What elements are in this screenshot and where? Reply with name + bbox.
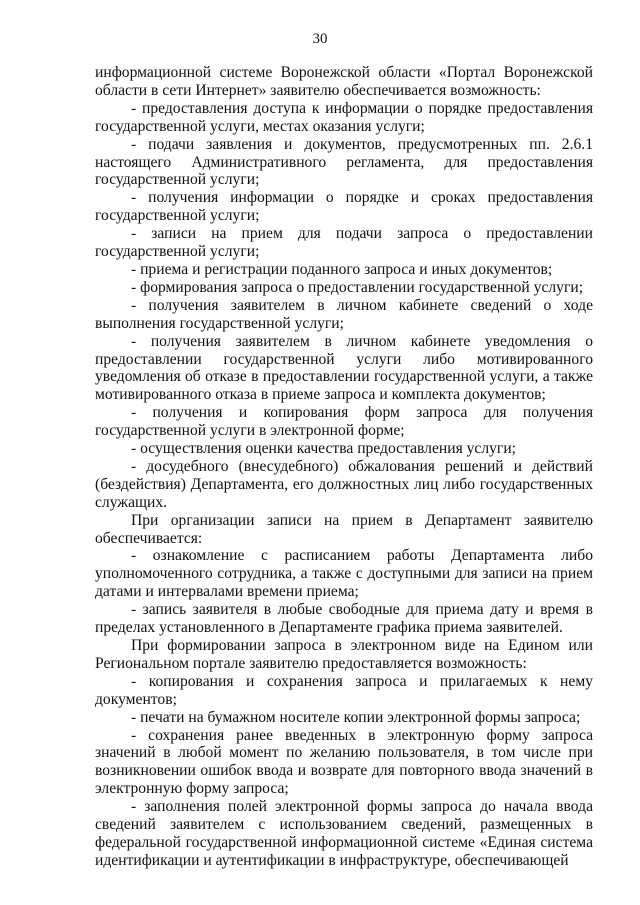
paragraph: - получения и копирования форм запроса для получения государственной услуги в электронной форме; [95, 404, 593, 440]
paragraph: - предоставления доступа к информации о порядке предоставления государственной услуги, местах оказания услуги; [95, 99, 593, 135]
paragraph: - сохранения ранее введенных в электронную форму запроса значений в любой момент по желанию пользователя, в том числе при возникновении ошибок ввода и возврате для повторного ввода значений в электронную форму запроса; [95, 726, 593, 798]
paragraph: - получения информации о порядке и сроках предоставления государственной услуги; [95, 189, 593, 225]
paragraph: - копирования и сохранения запроса и прилагаемых к нему документов; [95, 672, 593, 708]
paragraph: информационной системе Воронежской области «Портал Воронежской области в сети Интернет» заявителю обеспечивается возможность: [95, 64, 593, 99]
page-number: 30 [312, 31, 328, 47]
paragraph: - осуществления оценки качества предоставления услуги; [131, 440, 517, 458]
paragraph: - заполнения полей электронной формы запроса до начала ввода сведений заявителем с использованием сведений, размещенных в федеральной государственной информационной системе «Единая система идентификации и аутентификации в инфраструктуре, обеспечивающей [95, 798, 593, 869]
paragraph: При формировании запроса в электронном виде на Едином или Региональном портале заявителю предоставляется возможность: [95, 637, 593, 672]
paragraph: - печати на бумажном носителе копии электронной формы запроса; [131, 708, 581, 726]
paragraph: - получения заявителем в личном кабинете сведений о ходе выполнения государственной услуги; [95, 296, 593, 332]
paragraph: - досудебного (внесудебного) обжалования решений и действий (бездействия) Департамента, его должностных лиц либо государственных служащих. [95, 457, 593, 511]
paragraph: - приема и регистрации поданного запроса и иных документов; [131, 260, 553, 278]
paragraph: - ознакомление с расписанием работы Департамента либо уполномоченного сотрудника, а также с доступными для записи на прием датами и интервалами времени приема; [95, 547, 593, 601]
paragraph: При организации записи на прием в Департамент заявителю обеспечивается: [95, 511, 593, 547]
paragraph: - запись заявителя в любые свободные для приема дату и время в пределах установленного в Департаменте графика приема заявителей. [95, 601, 593, 637]
paragraph: - получения заявителем в личном кабинете уведомления о предоставлении государственной услуги либо мотивированного уведомления об отказе в предоставлении государственной услуги, а также мотивированного отказа в приеме запроса и комплекта документов; [95, 332, 593, 404]
paragraph: - записи на прием для подачи запроса о предоставлении государственной услуги; [95, 225, 593, 261]
paragraph: - формирования запроса о предоставлении государственной услуги; [131, 278, 584, 296]
document-body [95, 64, 593, 870]
paragraph: - подачи заявления и документов, предусмотренных пп. 2.6.1 настоящего Административного регламента, для предоставления государственной услуги; [95, 135, 593, 189]
